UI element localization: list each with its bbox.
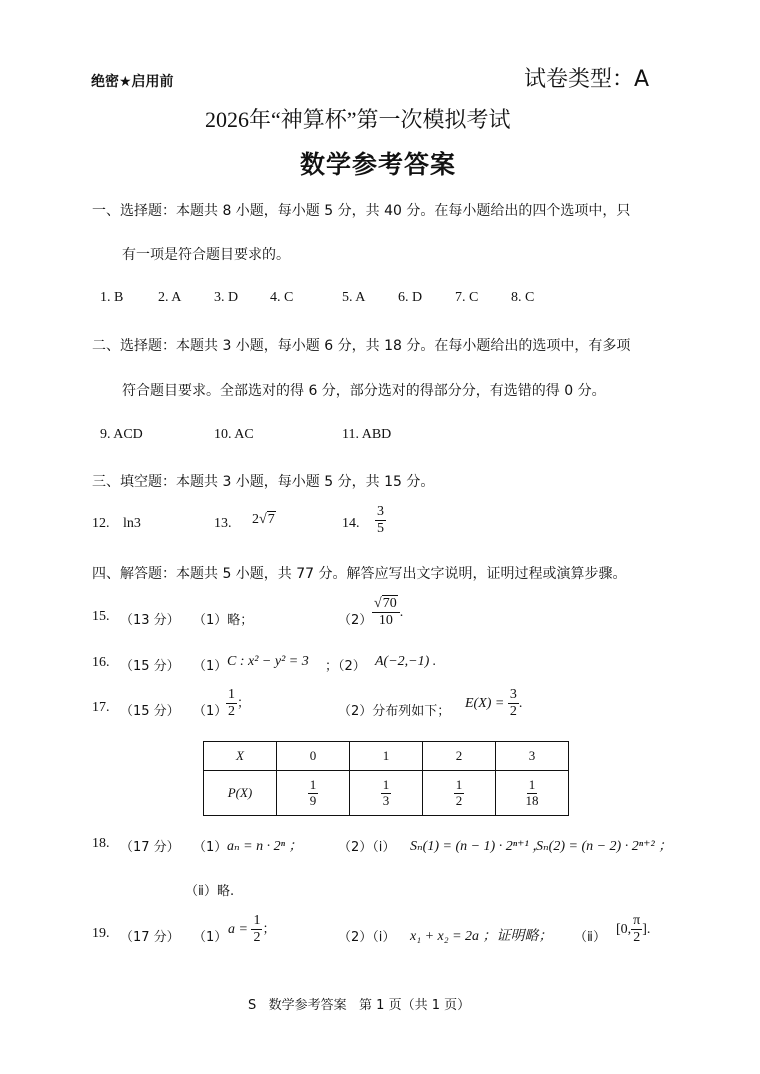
table-header-row [204,742,569,771]
distribution-table [203,741,569,816]
q15-number: 15. [92,609,110,624]
table-header-cell: 2 [423,742,496,771]
section1-answer: 4. C [270,290,294,305]
doc-title: 数学参考答案 [300,150,457,179]
section2-answer: 11. ABD [342,427,392,442]
q12-number: 12. [92,516,110,531]
cell-denominator: 2 [455,792,463,808]
cell-denominator: 9 [309,792,317,808]
q14-answer [375,504,386,537]
q13-number: 13. [214,516,232,531]
paper-type-label: 试卷类型：A [524,67,650,92]
q13-answer [252,512,276,528]
confidential-label: 绝密★启用前 [91,74,174,90]
q19-part1-answer [228,913,275,946]
section3-instructions: 三、填空题：本题共 3 小题，每小题 5 分，共 15 分。 [92,474,435,490]
q12-answer: ln3 [123,516,141,531]
section1-answer: 6. D [398,290,423,305]
q17-number: 17. [92,700,110,715]
q17-p1-denominator: 2 [228,704,235,720]
q19-p1-lhs: a = [228,921,248,937]
q14-numerator: 3 [375,504,386,521]
q17-ex-denominator: 2 [509,704,517,720]
table-cell [277,771,350,816]
section1-answer: 3. D [214,290,239,305]
q15-points: （13 分） [120,613,180,628]
q15-part1: （1）略； [193,613,254,628]
table-header-cell: 3 [496,742,569,771]
q17-p1-numerator: 1 [226,687,237,704]
q18-part2-answer-a: Sₙ(1) = (n − 1) · 2ⁿ⁺¹ ， [410,839,547,854]
q18-part1-label: （1） [193,840,228,855]
q18-part1-answer: aₙ = n · 2ⁿ ； [227,839,303,854]
q18-points: （17 分） [120,840,180,855]
q15-part2-answer [372,596,403,629]
q13-radicand: 7 [267,512,275,527]
section2-answer: 9. ACD [100,427,143,442]
cell-numerator: 1 [528,776,536,792]
section1-answer: 1. B [100,290,124,305]
q13-coefficient: 2 [252,512,259,527]
q16-part2-label: ；（2） [325,659,366,674]
section4-instructions: 四、解答题：本题共 5 小题，共 77 分。解答应写出文字说明，证明过程或演算步骤。 [92,566,627,582]
table-row-label: P(X) [204,771,277,816]
q17-ex-numerator: 3 [508,687,519,704]
q19-p1-denominator: 2 [253,930,261,946]
q16-part1-label: （1） [193,659,228,674]
q19-interval-open: [0, [616,921,632,937]
table-header-cell: X [204,742,277,771]
cell-numerator: 1 [455,776,463,792]
q16-number: 16. [92,655,110,670]
section2-instructions-line2: 符合题目要求。全部选对的得 6 分，部分选对的得部分分，有选错的得 0 分。 [122,383,606,399]
q19-p1-semicolon: ； [262,921,276,937]
q15-denominator: 10 [378,613,393,629]
q17-ex-period: . [518,695,523,711]
table-cell [350,771,423,816]
q17-p1-semicolon: ； [237,695,251,711]
table-cell [423,771,496,816]
q19-part2-answer: x₁ + x₂ = 2a ；证明略； [410,929,553,944]
q17-expectation [465,687,522,720]
q15-radicand: 70 [382,596,397,611]
table-row [204,771,569,816]
q17-part1-label: （1） [193,704,228,719]
q19-part1-label: （1） [193,930,228,945]
q19-interval-denominator: 2 [633,930,641,946]
q19-points: （17 分） [120,930,180,945]
section1-answer: 2. A [158,290,182,305]
q17-ex-lhs: E(X) = [465,695,505,711]
q19-part2-label: （2）（ⅰ） [338,930,396,945]
q16-points: （15 分） [120,659,180,674]
table-header-cell: 1 [350,742,423,771]
sqrt-symbol: √ [374,596,382,611]
section1-instructions-line1: 一、选择题：本题共 8 小题，每小题 5 分，共 40 分。在每小题给出的四个选项中，只 [92,203,631,219]
q16-part2-answer: A(−2,−1) . [375,654,437,669]
q18-part2-ii: （ⅱ）略. [185,884,235,899]
q15-period: . [399,604,404,620]
table-header-cell: 0 [277,742,350,771]
section1-instructions-line2: 有一项是符合题目要求的。 [122,247,290,263]
table-cell [496,771,569,816]
sqrt-symbol: √ [259,512,267,527]
cell-denominator: 3 [382,792,390,808]
q19-interval-close: ]. [642,921,651,937]
q19-part2-ii-answer [616,913,650,946]
q15-part2-label: （2） [338,613,373,628]
q19-p1-numerator: 1 [251,913,262,930]
exam-title: 2026年“神算杯”第一次模拟考试 [205,107,511,132]
q17-points: （15 分） [120,704,180,719]
section1-answer: 5. A [342,290,366,305]
cell-denominator: 18 [525,792,539,808]
q18-part2-answer-b: Sₙ(2) = (n − 2) · 2ⁿ⁺² ； [536,839,673,854]
section2-answer: 10. AC [214,427,254,442]
q14-number: 14. [342,516,360,531]
q19-number: 19. [92,926,110,941]
q18-number: 18. [92,836,110,851]
q18-part2-label: （2）（ⅰ） [338,840,396,855]
cell-numerator: 1 [382,776,390,792]
q14-denominator: 5 [377,521,384,537]
q19-part2-ii-label: （ⅱ） [574,930,606,945]
page-footer: S 数学参考答案 第 1 页（共 1 页） [248,998,471,1013]
q19-interval-numerator: π [631,913,642,930]
section1-answer: 7. C [455,290,479,305]
q16-part1-answer: C : x² − y² = 3 [227,654,309,669]
cell-numerator: 1 [309,776,317,792]
q17-part2-label: （2）分布列如下； [338,704,451,719]
q17-part1-answer [226,687,250,720]
section1-answer: 8. C [511,290,535,305]
section2-instructions-line1: 二、选择题：本题共 3 小题，每小题 6 分，共 18 分。在每小题给出的选项中，有多项 [92,338,631,354]
